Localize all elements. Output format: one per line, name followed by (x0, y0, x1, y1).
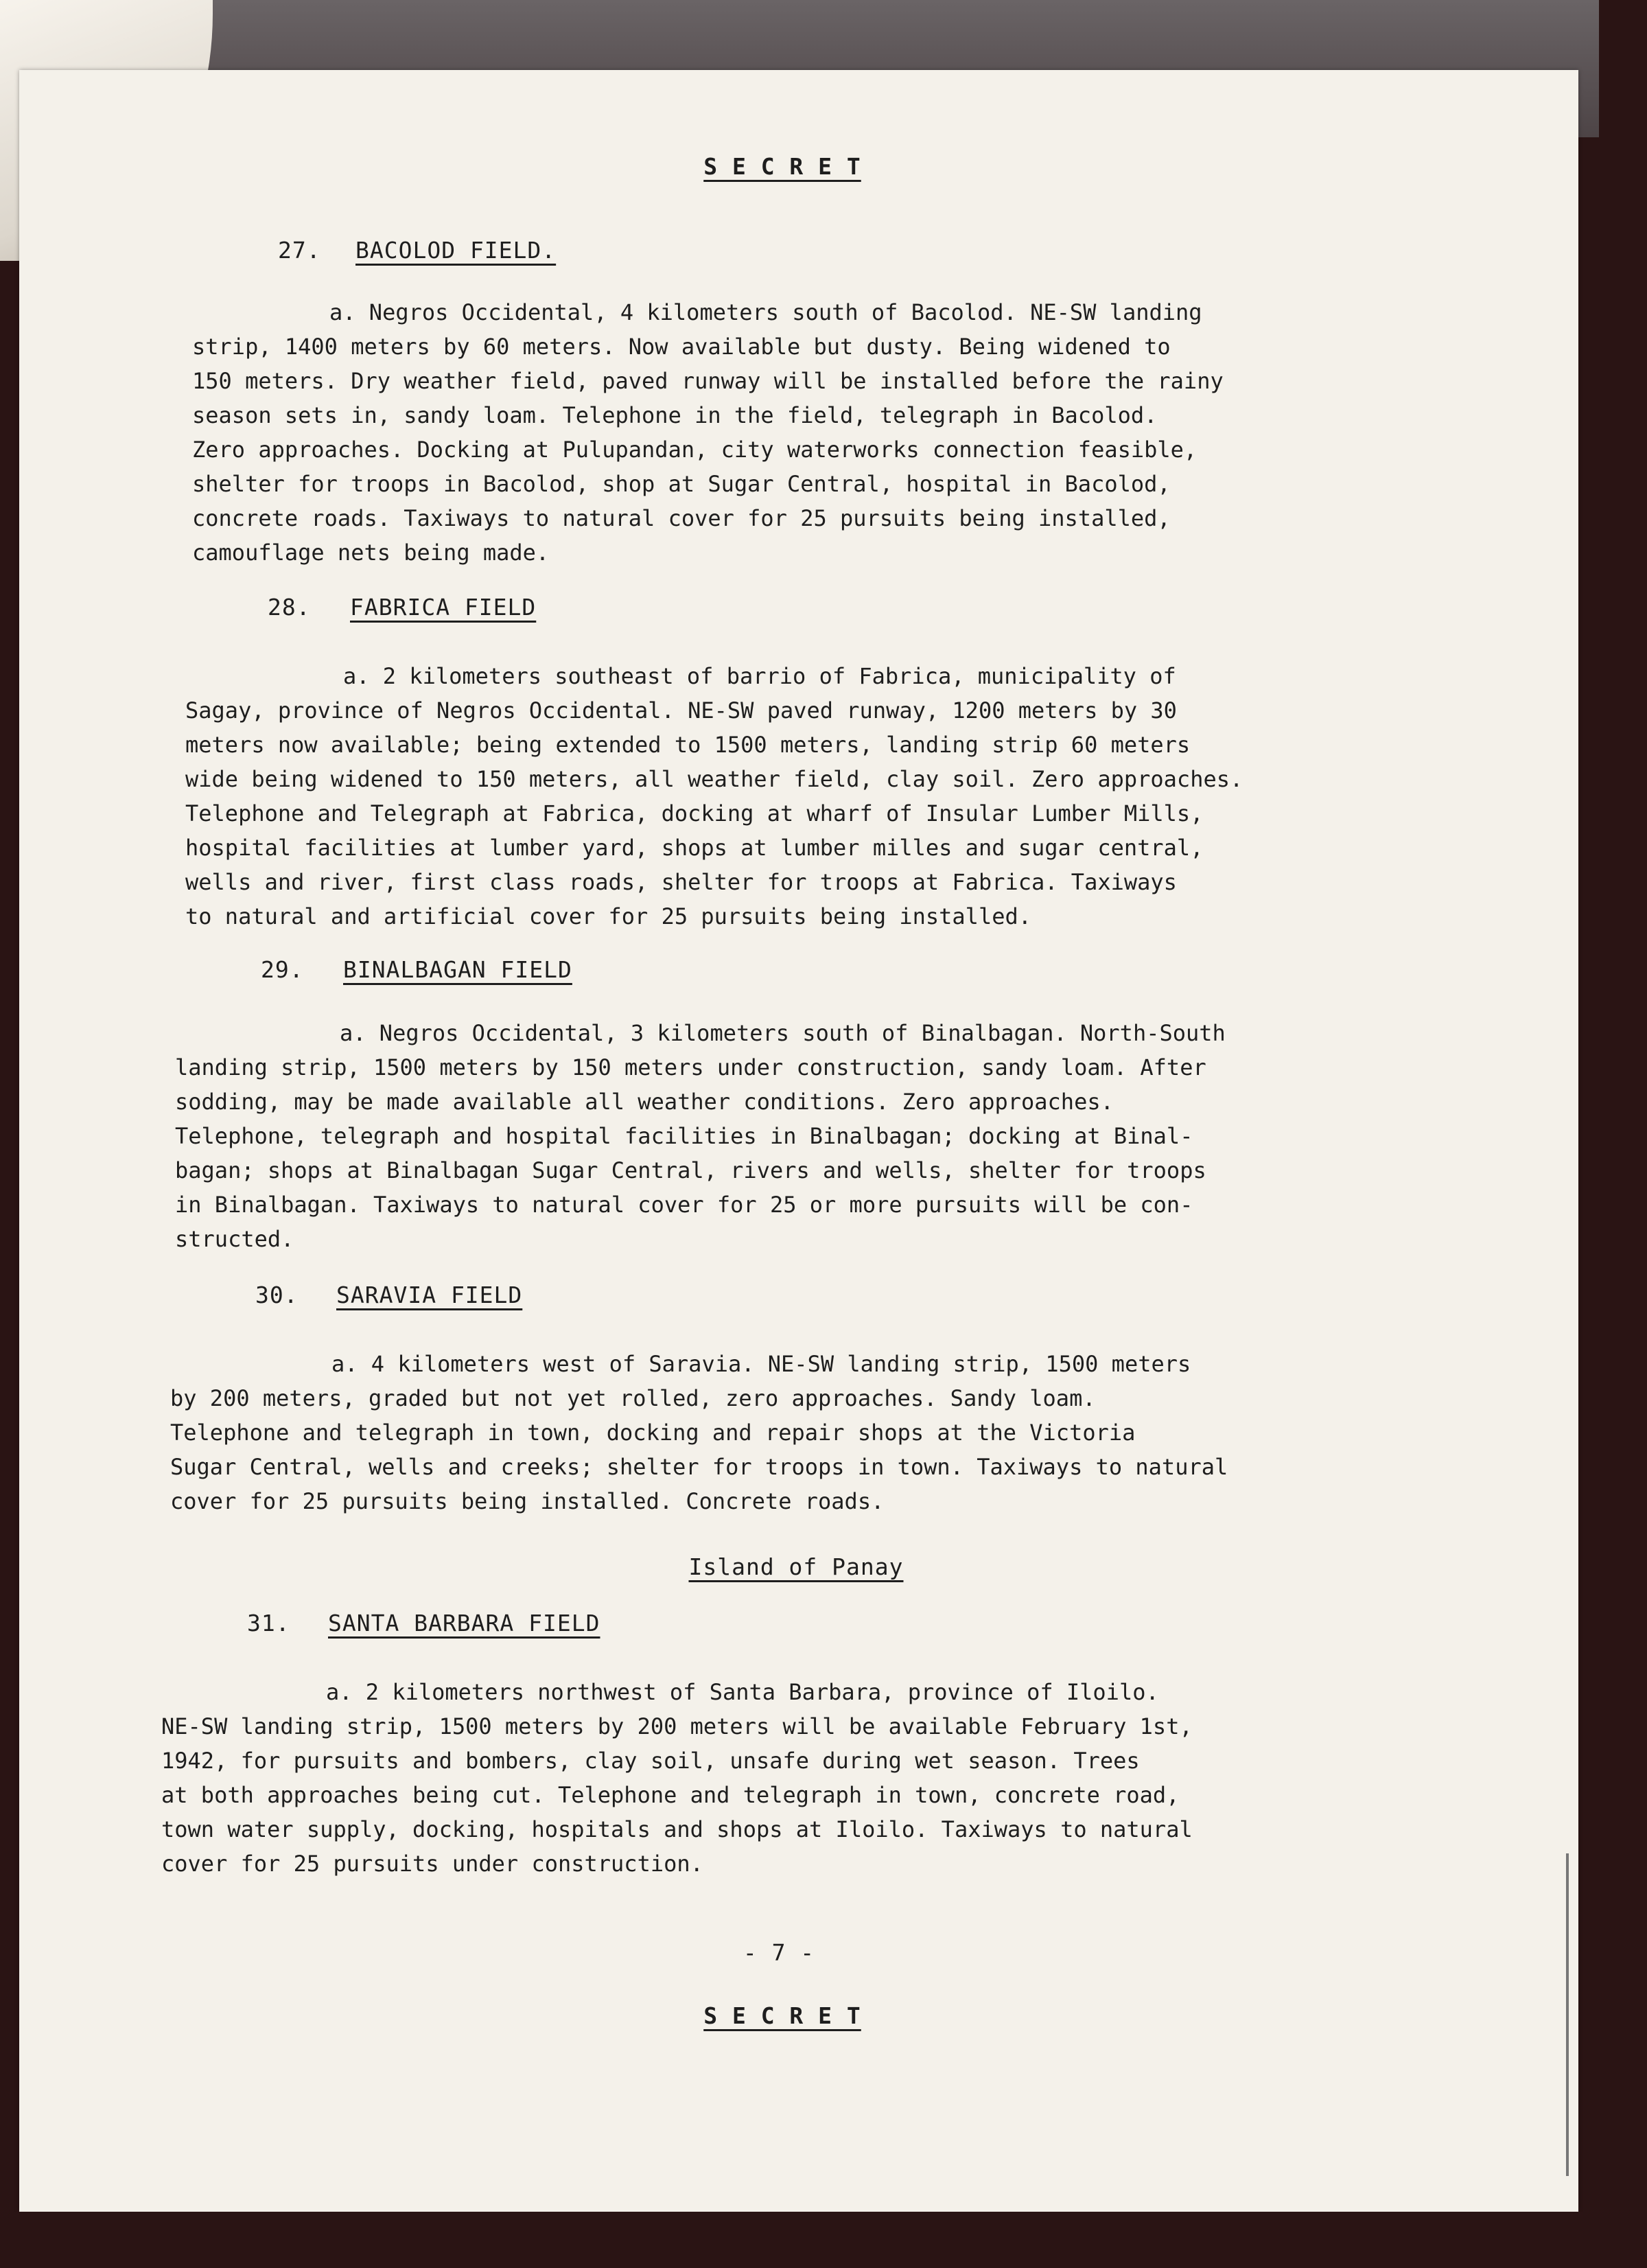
section-27-line: a. Negros Occidental, 4 kilometers south of Bacolod. NE-SW landing (329, 299, 1202, 325)
section-30-line: a. 4 kilometers west of Saravia. NE-SW landing strip, 1500 meters (331, 1351, 1191, 1377)
section-27-body (192, 295, 1224, 570)
section-31-number: 31. (247, 1610, 290, 1636)
section-30-number: 30. (255, 1282, 299, 1308)
section-31-line: NE-SW landing strip, 1500 meters by 200 meters will be available February 1st, (161, 1713, 1193, 1739)
section-28-line: wells and river, first class roads, shelter for troops at Fabrica. Taxiways (185, 869, 1177, 895)
section-29-line: a. Negros Occidental, 3 kilometers south of Binalbagan. North-South (340, 1020, 1226, 1046)
island-heading: Island of Panay (688, 1553, 904, 1580)
section-29-number: 29. (261, 956, 304, 983)
section-29-line: landing strip, 1500 meters by 150 meters under construction, sandy loam. After (175, 1054, 1206, 1080)
section-29-line: sodding, may be made available all weather conditions. Zero approaches. (175, 1089, 1114, 1115)
section-28-number: 28. (268, 594, 311, 621)
section-27-line: shelter for troops in Bacolod, shop at Sugar Central, hospital in Bacolod, (192, 471, 1171, 497)
section-27-number: 27. (278, 237, 321, 264)
section-31-line: cover for 25 pursuits under construction. (161, 1851, 703, 1877)
section-28-line: hospital facilities at lumber yard, shops at lumber milles and sugar central, (185, 835, 1204, 861)
section-31-line: 1942, for pursuits and bombers, clay soil, unsafe during wet season. Trees (161, 1748, 1140, 1774)
section-28-line: meters now available; being extended to 1500 meters, landing strip 60 meters (185, 732, 1191, 758)
section-29-line: in Binalbagan. Taxiways to natural cover for 25 or more pursuits will be con- (175, 1192, 1193, 1218)
section-27-line: strip, 1400 meters by 60 meters. Now available but dusty. Being widened to (192, 334, 1171, 360)
section-29-line: bagan; shops at Binalbagan Sugar Central, rivers and wells, shelter for troops (175, 1157, 1206, 1183)
section-31-body (161, 1675, 1193, 1881)
section-29-line: structed. (175, 1226, 294, 1252)
section-27-line: concrete roads. Taxiways to natural cover for 25 pursuits being installed, (192, 505, 1171, 531)
section-28-line: to natural and artificial cover for 25 pursuits being installed. (185, 903, 1031, 929)
section-31-line: town water supply, docking, hospitals and shops at Iloilo. Taxiways to natural (161, 1816, 1193, 1842)
section-31-line: at both approaches being cut. Telephone and telegraph in town, concrete road, (161, 1782, 1180, 1808)
section-30-line: by 200 meters, graded but not yet rolled, zero approaches. Sandy loam. (170, 1385, 1096, 1411)
section-31-title: SANTA BARBARA FIELD (328, 1610, 600, 1636)
section-28-title: FABRICA FIELD (350, 594, 537, 621)
background-band (0, 2212, 1647, 2268)
section-28-line: Sagay, province of Negros Occidental. NE-SW paved runway, 1200 meters by 30 (185, 697, 1177, 724)
section-27-line: season sets in, sandy loam. Telephone in the field, telegraph in Bacolod. (192, 402, 1158, 428)
footer-secret: S E C R E T (703, 2002, 861, 2029)
section-27-line: 150 meters. Dry weather field, paved runway will be installed before the rainy (192, 368, 1224, 394)
section-29-line: Telephone, telegraph and hospital facilities in Binalbagan; docking at Binal- (175, 1123, 1193, 1149)
section-28-line: wide being widened to 150 meters, all weather field, clay soil. Zero approaches. (185, 766, 1243, 792)
section-28-line: a. 2 kilometers southeast of barrio of Fabrica, municipality of (343, 663, 1176, 689)
header-secret: S E C R E T (703, 153, 861, 180)
section-30-title: SARAVIA FIELD (336, 1282, 523, 1308)
section-31-line: a. 2 kilometers northwest of Santa Barbara, province of Iloilo. (326, 1679, 1159, 1705)
section-30-line: Telephone and telegraph in town, docking and repair shops at the Victoria (170, 1420, 1136, 1446)
section-28-body (185, 659, 1243, 934)
section-30-line: cover for 25 pursuits being installed. Concrete roads. (170, 1488, 885, 1514)
section-28-line: Telephone and Telegraph at Fabrica, docking at wharf of Insular Lumber Mills, (185, 800, 1204, 826)
section-29-title: BINALBAGAN FIELD (343, 956, 572, 983)
section-30-body (170, 1347, 1228, 1518)
page-edge (1566, 1853, 1569, 2176)
section-30-line: Sugar Central, wells and creeks; shelter for troops in town. Taxiways to natural (170, 1454, 1228, 1480)
section-29-body (175, 1016, 1226, 1256)
section-27-line: Zero approaches. Docking at Pulupandan, city waterworks connection feasible, (192, 437, 1198, 463)
section-27-line: camouflage nets being made. (192, 540, 550, 566)
page-number: - 7 - (743, 1939, 815, 1966)
section-27-title: BACOLOD FIELD. (355, 237, 557, 264)
